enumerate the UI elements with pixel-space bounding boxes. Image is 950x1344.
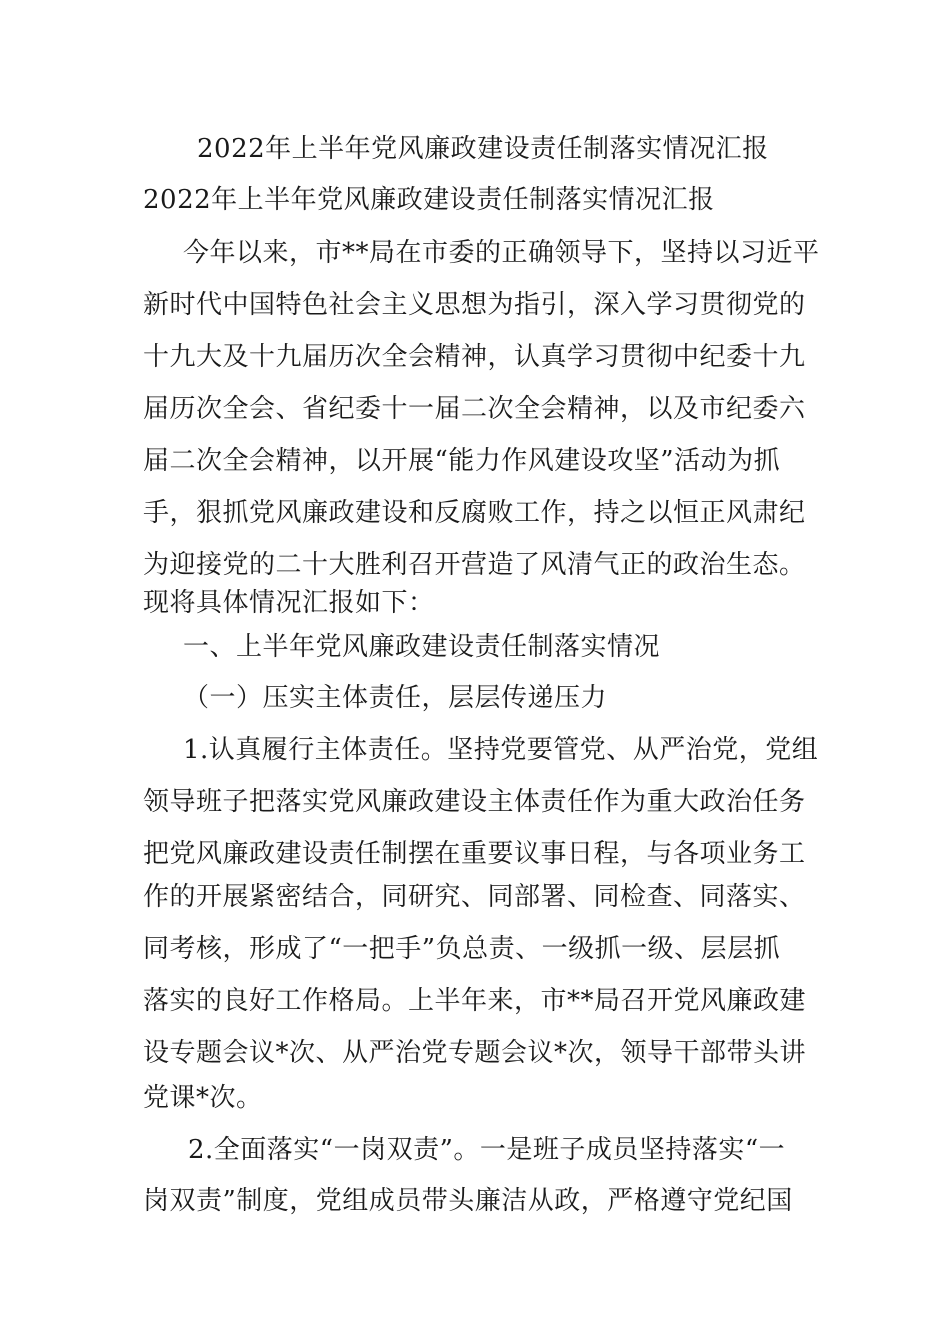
body-line-11: 1.认真履行主体责任。坚持党要管党、从严治党，党组 [183,735,819,765]
body-line-8: 现将具体情况汇报如下： [143,588,435,618]
body-line-14: 作的开展紧密结合，同研究、同部署、同检查、同落实、 [143,882,806,912]
section-heading: 一、上半年党风廉政建设责任制落实情况 [183,632,661,662]
body-line-1: 今年以来，市**局在市委的正确领导下，坚持以习近平 [183,238,820,268]
body-line-7: 为迎接党的二十大胜利召开营造了风清气正的政治生态。 [143,550,806,580]
document-subtitle: 2022年上半年党风廉政建设责任制落实情况汇报 [143,185,715,215]
body-line-17: 设专题会议*次、从严治党专题会议*次，领导干部带头讲 [143,1038,807,1068]
body-line-2: 新时代中国特色社会主义思想为指引，深入学习贯彻党的 [143,290,806,320]
document-title: 2022年上半年党风廉政建设责任制落实情况汇报 [197,134,769,164]
body-line-6: 手，狠抓党风廉政建设和反腐败工作，持之以恒正风肃纪 [143,498,806,528]
body-line-16: 落实的良好工作格局。上半年来，市**局召开党风廉政建 [143,986,807,1016]
body-line-13: 把党风廉政建设责任制摆在重要议事日程，与各项业务工 [143,839,806,869]
body-line-19: 2.全面落实“一岗双责”。一是班子成员坚持落实“一 [188,1135,786,1165]
body-line-12: 领导班子把落实党风廉政建设主体责任作为重大政治任务 [143,787,806,817]
body-line-4: 届历次全会、省纪委十一届二次全会精神，以及市纪委六 [143,394,806,424]
body-line-18: 党课*次。 [143,1083,263,1113]
subsection-heading: （一）压实主体责任，层层传递压力 [183,683,608,713]
body-line-20: 岗双责”制度，党组成员带头廉洁从政，严格遵守党纪国 [143,1186,793,1216]
body-line-5: 届二次全会精神，以开展“能力作风建设攻坚”活动为抓 [143,446,781,476]
body-line-15: 同考核，形成了“一把手”负总责、一级抓一级、层层抓 [143,934,781,964]
body-line-3: 十九大及十九届历次全会精神，认真学习贯彻中纪委十九 [143,342,806,372]
